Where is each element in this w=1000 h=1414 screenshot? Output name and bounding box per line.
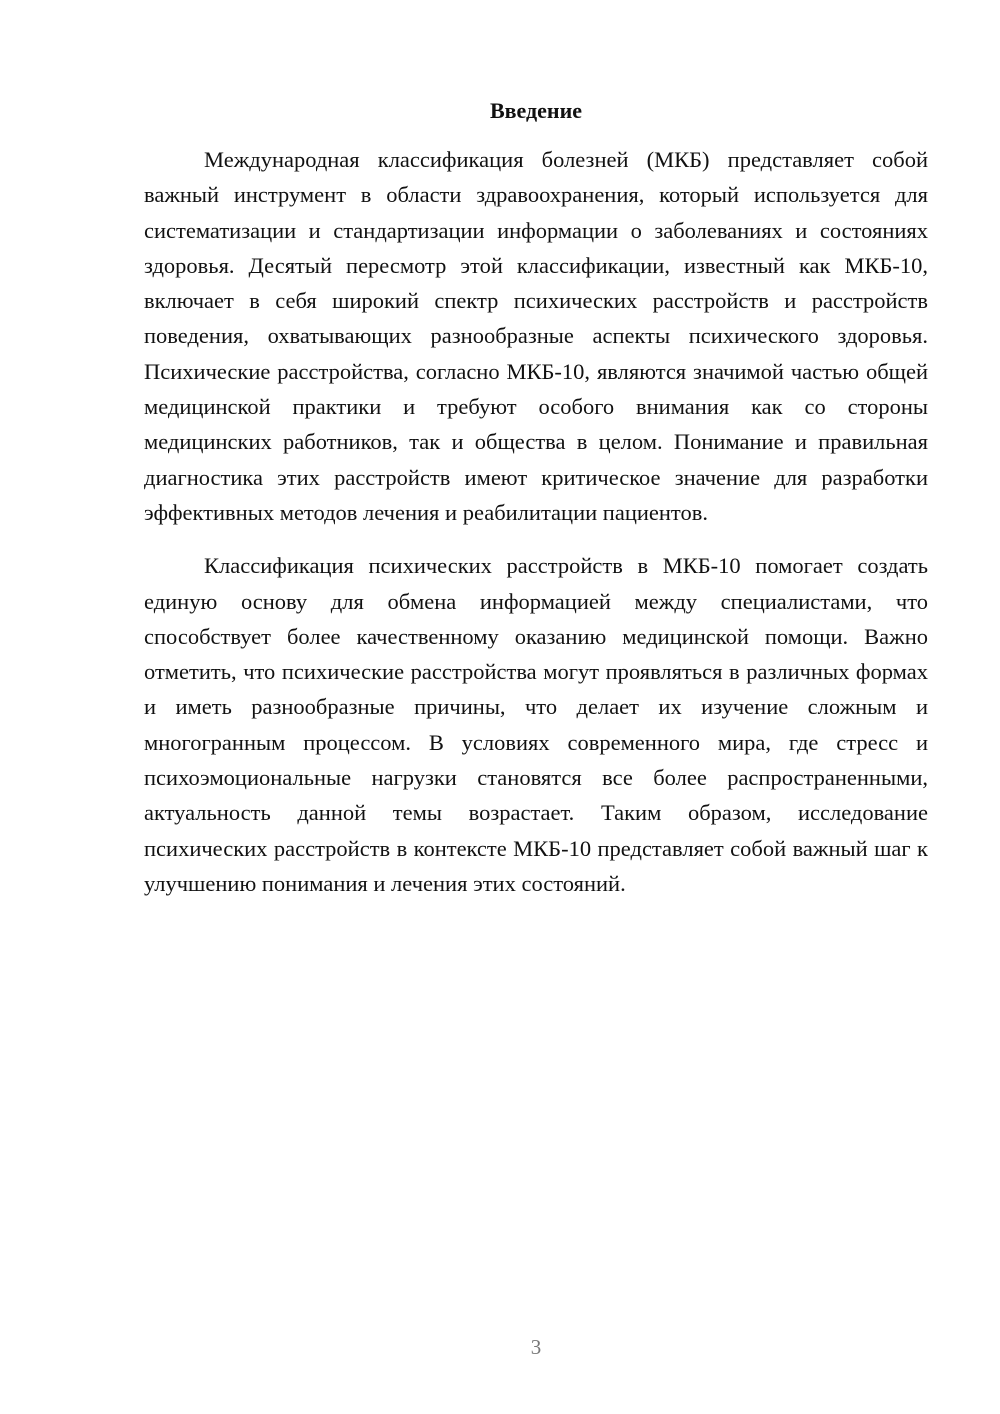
paragraph-2: Классификация психических расстройств в МКБ-10 помогает создать единую основу для обмена информацией между специалистами, что способствует более качественному оказанию медицинской помощи. Важно отметить, что психические расстройства могут проявляться в различных формах и иметь разнообразные причины, что делает их изучение сложным и многогранным процессом. В условиях современного мира, где стресс и психоэмоциональные нагрузки становятся все более распространенными, актуальность данной темы возрастает. Таким образом, исследование психических расстройств в контексте МКБ-10 представляет собой важный шаг к улучшению понимания и лечения этих состояний.: [144, 553, 928, 896]
section-title: Введение: [489, 98, 583, 123]
body-text: [144, 142, 928, 901]
paragraph-1: Международная классификация болезней (МКБ) представляет собой важный инструмент в области здравоохранения, который используется для систематизации и стандартизации информации о заболеваниях и состояниях здоровья. Десятый пересмотр этой классификации, известный как МКБ-10, включает в себя широкий спектр психических расстройств и расстройств поведения, охватывающих разнообразные аспекты психического здоровья. Психические расстройства, согласно МКБ-10, являются значимой частью общей медицинской практики и требуют особого внимания как со стороны медицинских работников, так и общества в целом. Понимание и правильная диагностика этих расстройств имеют критическое значение для разработки эффективных методов лечения и реабилитации пациентов.: [144, 147, 928, 525]
page-number: 3: [530, 1335, 542, 1359]
